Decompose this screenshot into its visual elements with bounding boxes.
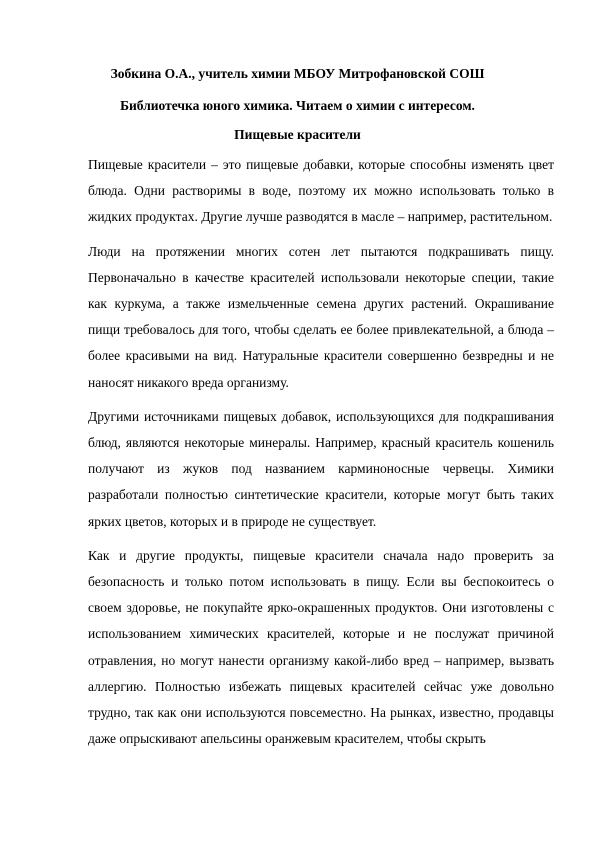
article-body: [88, 152, 554, 760]
paragraph: Люди на протяжении многих сотен лет пытаются подкрашивать пищу. Первоначально в качестве красителей использовали некоторые специи, такие как куркума, а также измельченные семена других растений. Окрашивание пищи требовалось для того, чтобы сделать ее более привлекательной, а блюда – более красивыми на вид. Натуральные красители совершенно безвредны и не наносят никакого вреда организму.: [88, 243, 554, 390]
article-title: Пищевые красители: [234, 127, 361, 142]
paragraph: Другими источниками пищевых добавок, использующихся для подкрашивания блюд, являются некоторые минералы. Например, красный краситель кошениль получают из жуков под названием карминоносные червецы. Химики разработали полностью синтетические красители, которые могут быть таких ярких цветов, которых и в природе не существует.: [88, 408, 554, 529]
paragraph: Как и другие продукты, пищевые красители сначала надо проверить за безопасность и только потом использовать в пищу. Если вы беспокоитесь о своем здоровье, не покупайте ярко-окрашенных продуктов. Они изготовлены с использованием химических красителей, которые и не послужат причиной отравления, но могут нанести организму какой-либо вред – например, вызвать аллергию. Полностью избежать пищевых красителей сейчас уже довольно трудно, так как они используются повсеместно. На рынках, известно, продавцы даже опрыскивают апельсины оранжевым красителем, чтобы скрыть: [88, 547, 554, 747]
author-line: Зобкина О.А., учитель химии МБОУ Митрофановской СОШ: [110, 66, 485, 81]
series-title: Библиотечка юного химика. Читаем о химии с интересом.: [120, 98, 475, 113]
paragraph: Пищевые красители – это пищевые добавки, которые способны изменять цвет блюда. Одни растворимы в воде, поэтому их можно использовать только в жидких продуктах. Другие лучше разводятся в масле – например, растительном.: [88, 157, 554, 225]
